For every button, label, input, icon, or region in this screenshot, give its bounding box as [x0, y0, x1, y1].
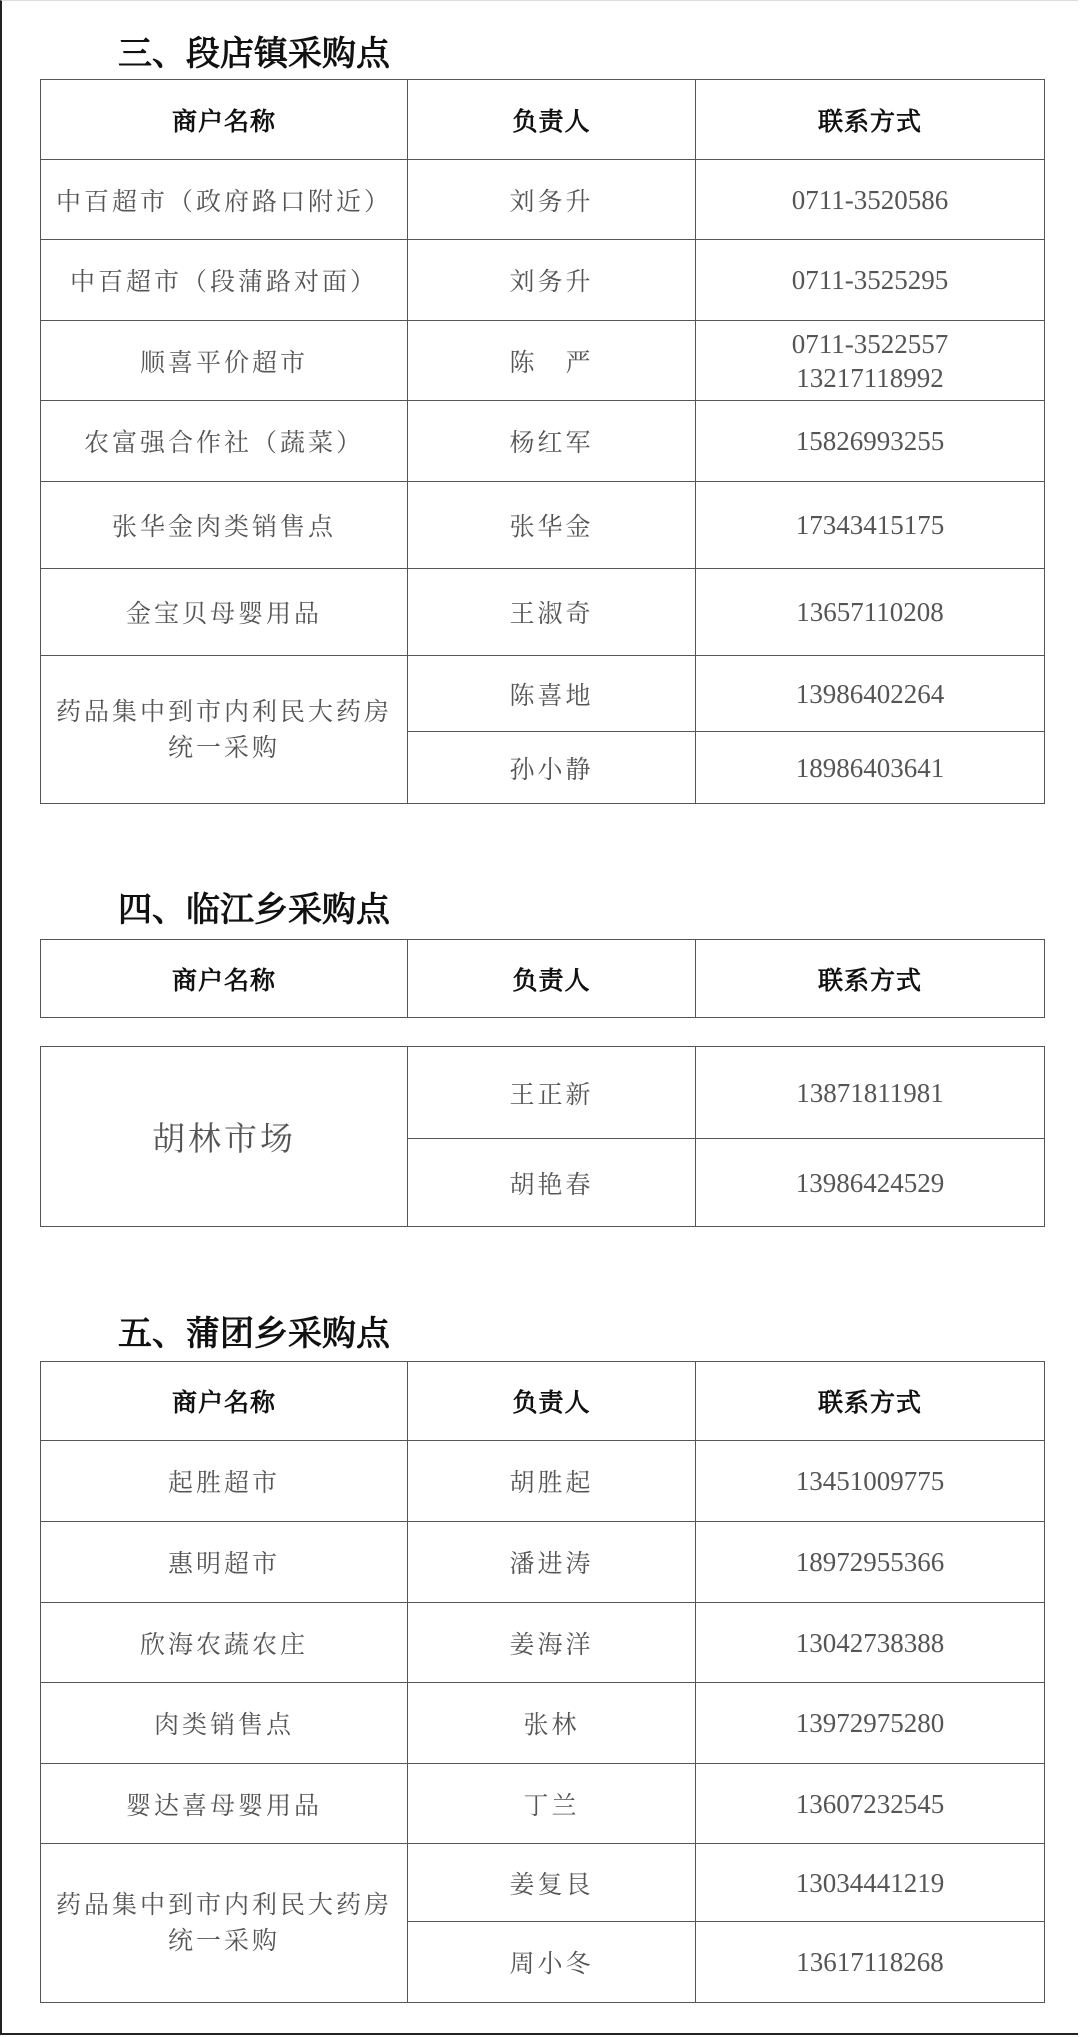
merchant-name-line: 药品集中到市内利民大药房: [55, 1890, 392, 1919]
section-title-linjiang: 四、临江乡采购点: [118, 890, 390, 930]
table-row: [41, 1441, 1045, 1522]
merchant-name: 欣海农蔬农庄: [41, 1603, 408, 1683]
phone: 17343415175: [696, 482, 1045, 569]
phone: 13972975280: [696, 1683, 1045, 1764]
table-row: [41, 240, 1045, 321]
phone: 13451009775: [696, 1441, 1045, 1522]
table-header-row: [41, 1362, 1045, 1441]
table-row: [41, 1764, 1045, 1844]
table-row: [41, 1844, 1045, 1922]
header-contact: 联系方式: [696, 80, 1045, 160]
table-duandian: [40, 79, 1045, 804]
person-name: 周小冬: [408, 1922, 696, 2003]
table-row: [41, 1047, 1045, 1139]
person-name: 王正新: [408, 1047, 696, 1139]
table-row: [41, 656, 1045, 732]
person-name: 姜复艮: [408, 1844, 696, 1922]
header-person: 负责人: [408, 1362, 696, 1441]
table-header-row: [41, 940, 1045, 1018]
merchant-name: 中百超市（段蒲路对面）: [41, 240, 408, 321]
merchant-name-merged: 胡林市场: [41, 1047, 408, 1227]
person-name: 陈喜地: [408, 656, 696, 732]
phone: 18972955366: [696, 1522, 1045, 1603]
table-row: [41, 569, 1045, 656]
section-title-duandian: 三、段店镇采购点: [118, 34, 390, 74]
table-row: [41, 401, 1045, 482]
merchant-name-merged: [41, 1844, 408, 2003]
table-row: [41, 321, 1045, 401]
merchant-name: 顺喜平价超市: [41, 321, 408, 401]
person-name: 王淑奇: [408, 569, 696, 656]
person-name: 丁兰: [408, 1764, 696, 1844]
person-name: 胡艳春: [408, 1139, 696, 1227]
person-name: 刘务升: [408, 160, 696, 240]
merchant-name: 婴达喜母婴用品: [41, 1764, 408, 1844]
person-name: 姜海洋: [408, 1603, 696, 1683]
person-name: 张华金: [408, 482, 696, 569]
header-name: 商户名称: [41, 80, 408, 160]
header-person: 负责人: [408, 940, 696, 1018]
merchant-name-line: 药品集中到市内利民大药房: [55, 696, 392, 726]
table-row: [41, 1683, 1045, 1764]
merchant-name-line: 统一采购: [167, 732, 280, 762]
phone-cell: [696, 321, 1045, 401]
person-name: 杨红军: [408, 401, 696, 482]
phone: 13986402264: [696, 656, 1045, 732]
table-linjiang: [40, 1046, 1045, 1227]
header-name: 商户名称: [41, 940, 408, 1018]
phone: 13042738388: [696, 1603, 1045, 1683]
section-title-putuan: 五、蒲团乡采购点: [118, 1314, 390, 1354]
phone: 13034441219: [696, 1844, 1045, 1922]
table-row: [41, 1603, 1045, 1683]
phone: 0711-3525295: [696, 240, 1045, 321]
header-name: 商户名称: [41, 1362, 408, 1441]
phone: 13986424529: [696, 1139, 1045, 1227]
person-name: 胡胜起: [408, 1441, 696, 1522]
phone: 0711-3522557: [791, 328, 949, 359]
merchant-name: 起胜超市: [41, 1441, 408, 1522]
person-name: 张林: [408, 1683, 696, 1764]
merchant-name-line: 统一采购: [167, 1926, 280, 1955]
merchant-name: 中百超市（政府路口附近）: [41, 160, 408, 240]
phone: 15826993255: [696, 401, 1045, 482]
table-header-row: [41, 80, 1045, 160]
merchant-name: 金宝贝母婴用品: [41, 569, 408, 656]
person-name: 孙小静: [408, 732, 696, 804]
table-row: [41, 482, 1045, 569]
table-putuan: [40, 1361, 1045, 2003]
header-person: 负责人: [408, 80, 696, 160]
merchant-name: 张华金肉类销售点: [41, 482, 408, 569]
table-row: [41, 160, 1045, 240]
person-name: 刘务升: [408, 240, 696, 321]
merchant-name: 惠明超市: [41, 1522, 408, 1603]
header-contact: 联系方式: [696, 1362, 1045, 1441]
header-contact: 联系方式: [696, 940, 1045, 1018]
phone-secondary: 13217118992: [796, 362, 944, 393]
merchant-name: 农富强合作社（蔬菜）: [41, 401, 408, 482]
phone: 13871811981: [696, 1047, 1045, 1139]
phone: 13607232545: [696, 1764, 1045, 1844]
person-name: 潘进涛: [408, 1522, 696, 1603]
person-name: 陈 严: [408, 321, 696, 401]
phone: 0711-3520586: [696, 160, 1045, 240]
table-linjiang-header: [40, 939, 1045, 1018]
phone: 13617118268: [696, 1922, 1045, 2003]
merchant-name-merged: [41, 656, 408, 804]
table-row: [41, 1522, 1045, 1603]
merchant-name: 肉类销售点: [41, 1683, 408, 1764]
phone: 18986403641: [696, 732, 1045, 804]
phone: 13657110208: [696, 569, 1045, 656]
